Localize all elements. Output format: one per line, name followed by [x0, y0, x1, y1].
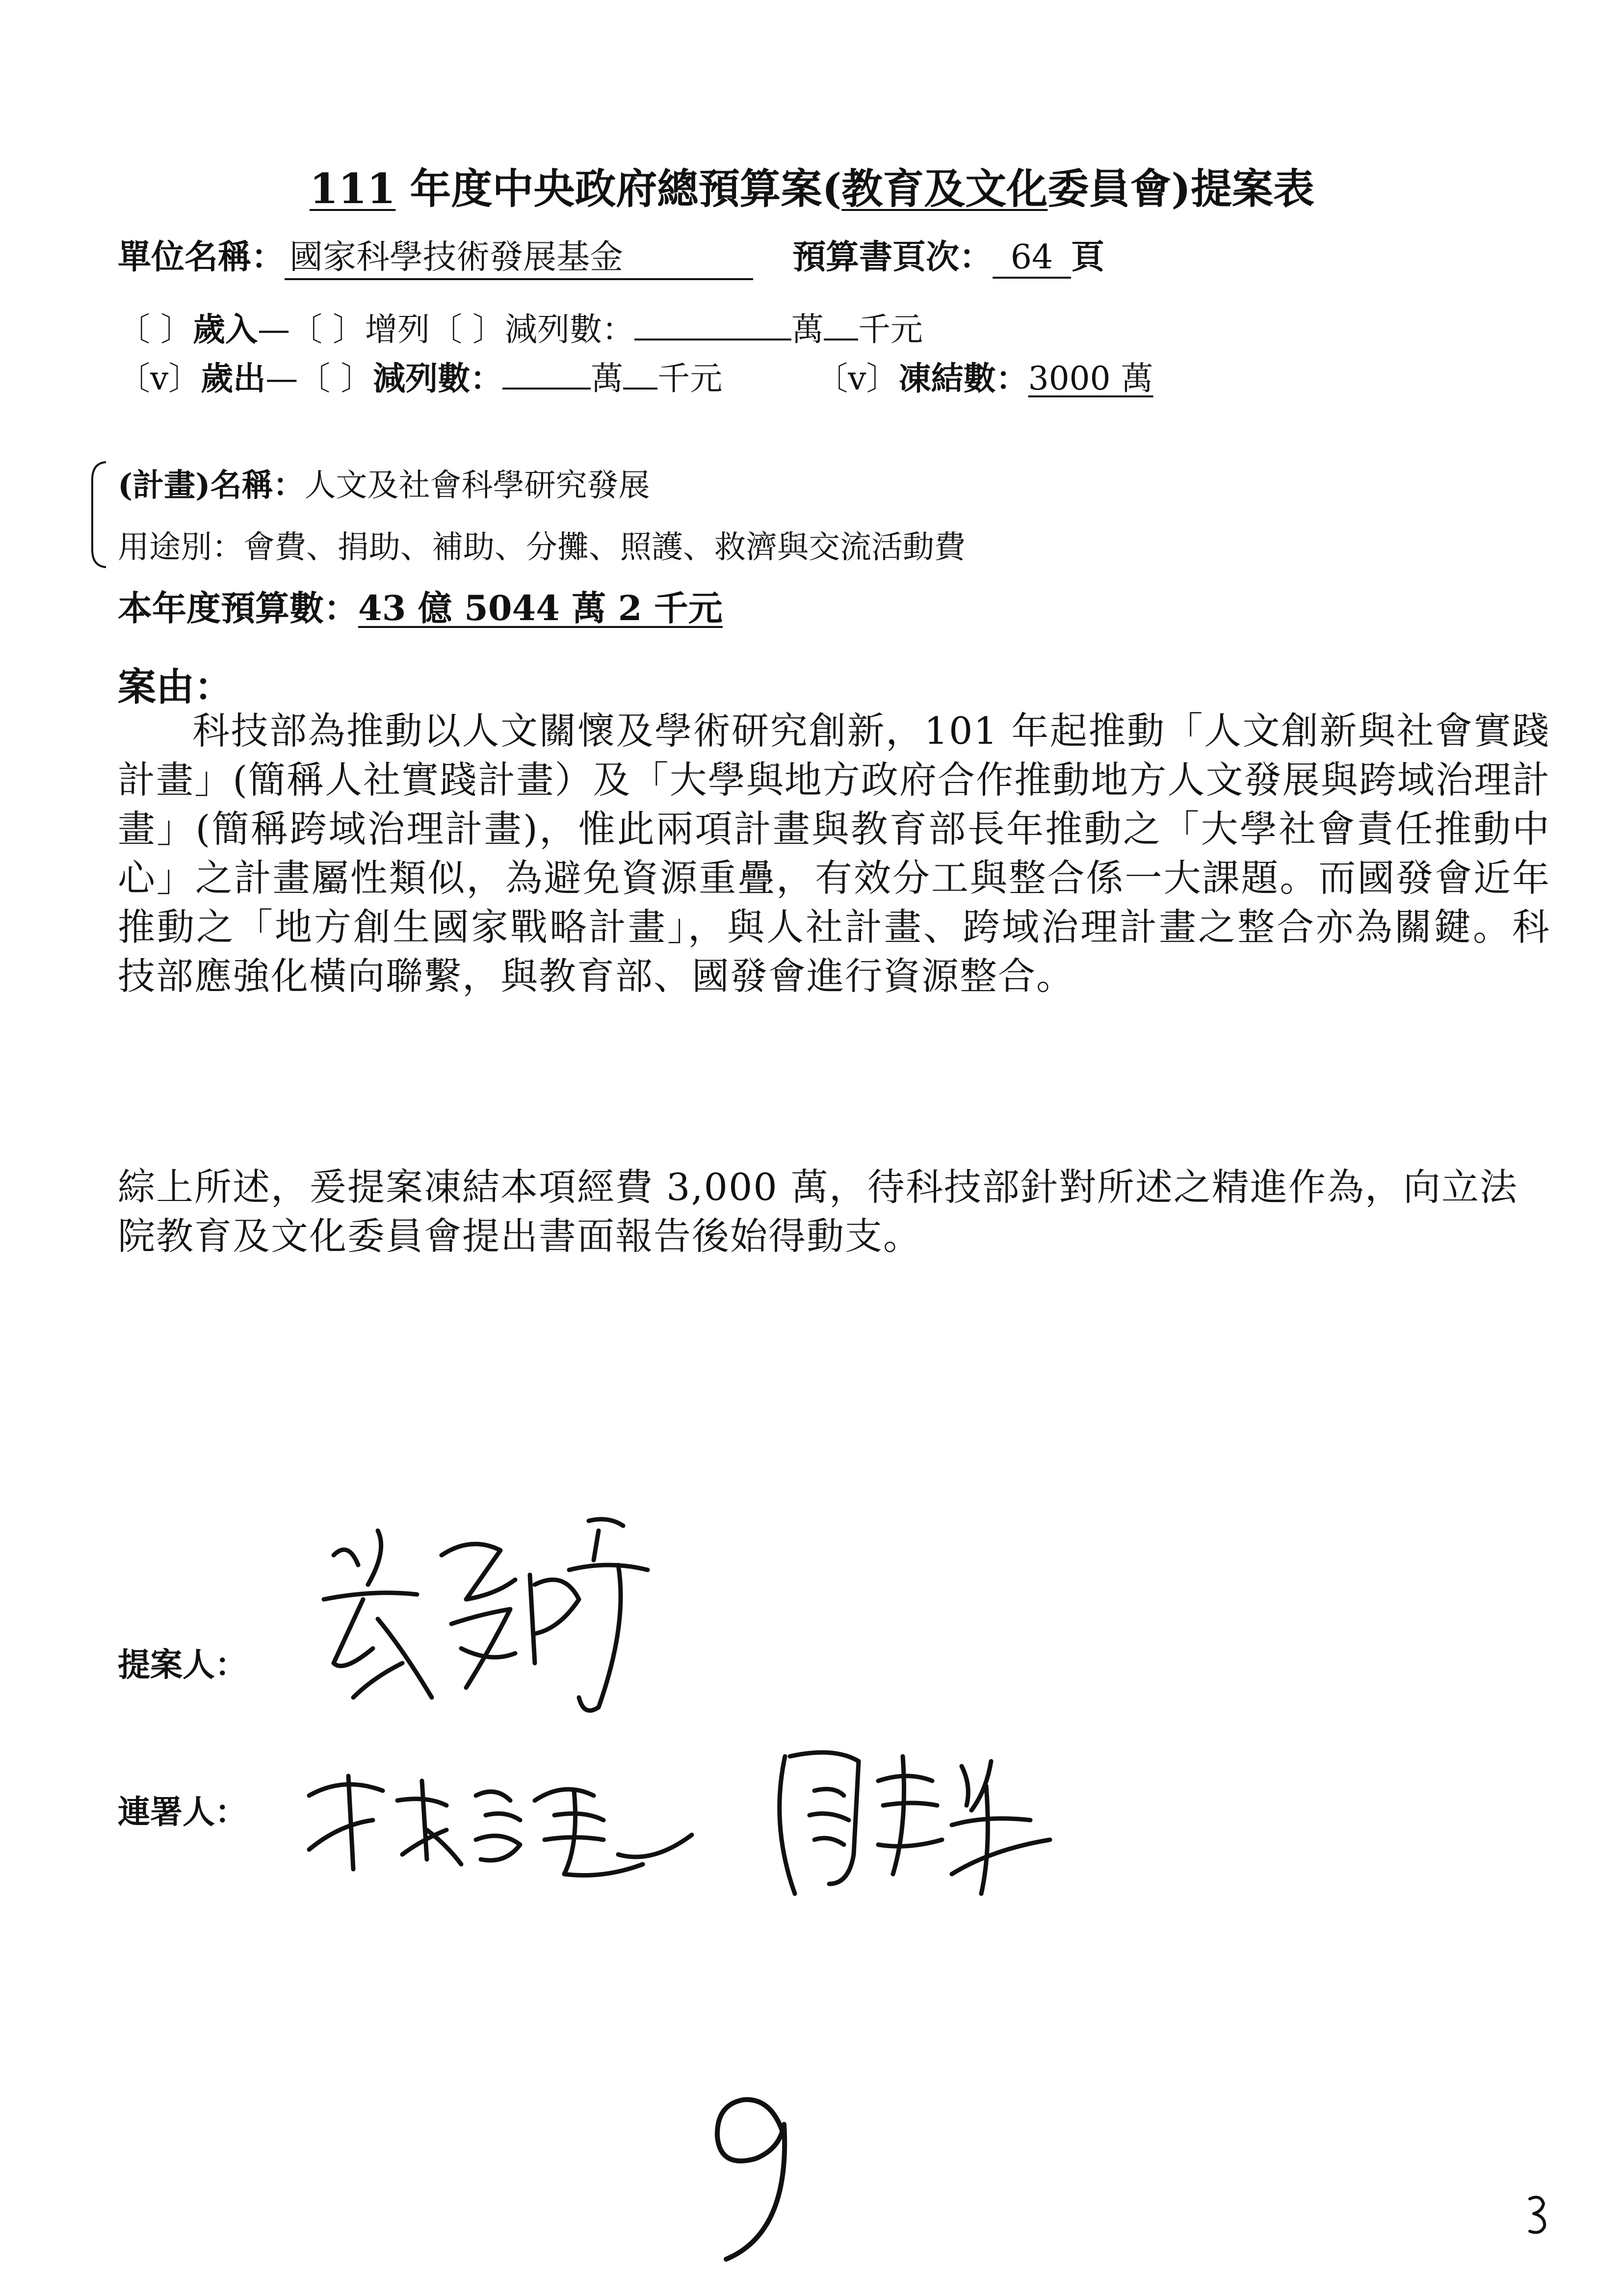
expenditure-dash: — — [265, 360, 298, 397]
increase-checkbox: 〔 〕 — [289, 311, 365, 348]
revenue-amount-blank — [634, 306, 791, 340]
proposer-signature — [304, 1501, 677, 1732]
summary — [118, 1163, 1550, 1261]
title-part1: 年度中央政府總預算案( — [395, 164, 842, 213]
proposer-label: 提案人： — [118, 1645, 247, 1684]
plan-name: 人文及社會科學研究發展 — [304, 468, 650, 504]
revenue-dash: — — [257, 311, 290, 348]
revenue-decrease-label: 減列數： — [504, 311, 634, 348]
plan-bracket — [88, 460, 108, 569]
freeze-label: 凍結數： — [898, 359, 1028, 397]
budget-value: 43 億 5044 萬 2 千元 — [358, 588, 723, 628]
page-label: 預算書頁次： — [792, 237, 993, 277]
expenditure-thousand-yuan: 千元 — [657, 360, 723, 397]
expenditure-wan: 萬 — [591, 360, 624, 397]
page-suffix: 頁 — [1071, 237, 1105, 277]
budget-line — [118, 581, 723, 630]
expenditure-checkbox: 〔v〕 — [118, 360, 201, 397]
cosigner-signature-2 — [756, 1727, 1070, 1908]
usage-value: 會費、捐助、補助、分攤、照護、救濟與交流活動費 — [243, 529, 966, 566]
expenditure-amount-blank — [502, 355, 591, 390]
revenue-label: 歲入 — [192, 310, 258, 348]
budget-label: 本年度預算數： — [118, 588, 358, 628]
page-number: 64 — [993, 238, 1071, 279]
document-title — [0, 156, 1624, 215]
increase-label: 增列 — [365, 311, 430, 348]
expenditure-decrease-label: 減列數： — [373, 359, 503, 397]
unit-label: 單位名稱： — [118, 237, 285, 277]
title-year: 111 — [309, 164, 396, 213]
revenue-thousand-blank — [824, 306, 858, 340]
plan-line — [118, 460, 650, 505]
expenditure-line — [118, 352, 1153, 399]
unit-name: 國家科學技術發展基金 — [285, 231, 753, 280]
usage-label: 用途別： — [118, 529, 243, 566]
plan-label: (計畫)名稱： — [118, 467, 305, 504]
revenue-thousand-yuan: 千元 — [858, 311, 923, 348]
reason-paragraph: 科技部為推動以人文關懷及學術研究創新，101 年起推動「人文創新與社會實踐計畫」(簡稱人社實踐計畫）及「大學與地方政府合作推動地方人文發展與跨域治理計畫」(簡稱跨域治理計畫)，惟此兩項計畫與教育部長年推動之「大學社會責任推動中心」之計畫屬性類似，為避免資源重疊，有效分工與整合係一大課題。而國發會近年推動之「地方創生國家戰略計畫」，與人社計畫、跨域治理計畫之整合亦為關鍵。科技部應強化橫向聯繫，與教育部、國發會進行資源整合。 — [118, 709, 1550, 998]
expenditure-thousand-blank — [623, 355, 657, 390]
revenue-wan: 萬 — [791, 311, 824, 348]
handwritten-page-number — [697, 2085, 810, 2267]
summary-paragraph: 綜上所述，爰提案凍結本項經費 3,000 萬，待科技部針對所述之精進作為，向立法院教育及文化委員會提出書面報告後始得動支。 — [118, 1165, 1518, 1258]
expenditure-label: 歲出 — [201, 359, 266, 397]
expenditure-decrease-checkbox: 〔 〕 — [298, 360, 373, 397]
reason-label: 案由： — [118, 665, 233, 709]
cosigner-signature-1 — [299, 1747, 731, 1894]
unit-line — [118, 231, 1104, 280]
revenue-decrease-checkbox: 〔 〕 — [429, 311, 505, 348]
freeze-value: 3000 萬 — [1028, 360, 1153, 397]
usage-line — [118, 522, 966, 567]
corner-handwritten-mark — [1526, 2193, 1550, 2237]
cosigner-label: 連署人： — [118, 1793, 247, 1831]
revenue-line — [118, 303, 923, 350]
freeze-checkbox: 〔v〕 — [815, 360, 899, 397]
revenue-checkbox: 〔 〕 — [118, 311, 193, 348]
title-part2: 委員會)提案表 — [1048, 164, 1315, 213]
reason-body — [118, 706, 1550, 1001]
title-committee: 教育及文化 — [841, 164, 1048, 213]
